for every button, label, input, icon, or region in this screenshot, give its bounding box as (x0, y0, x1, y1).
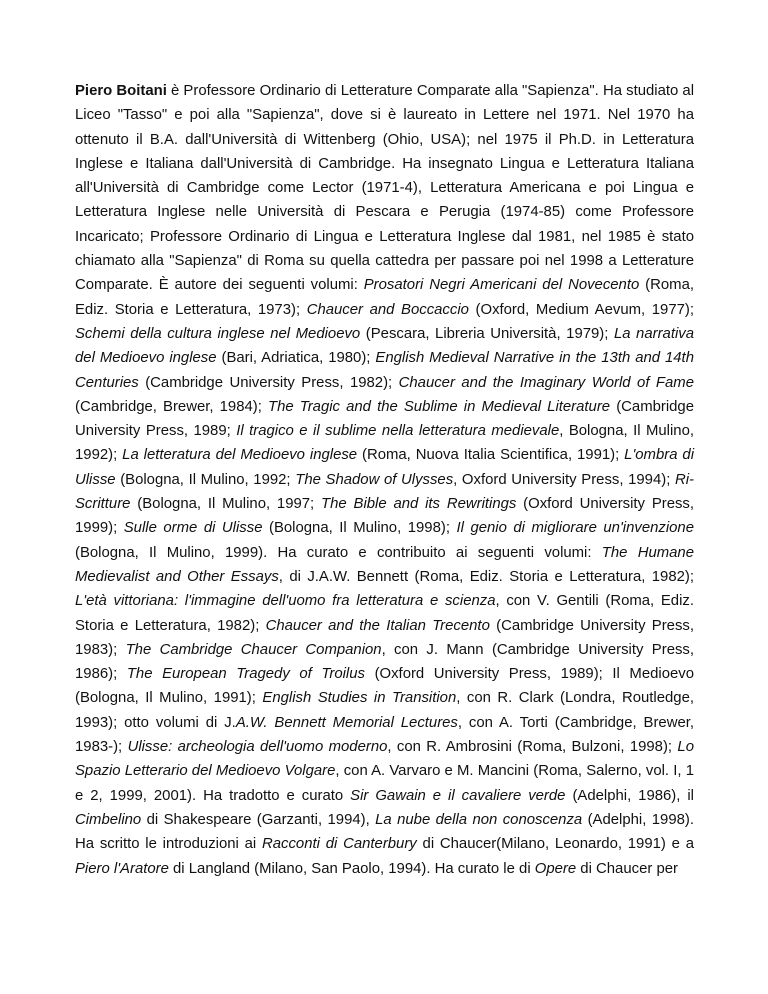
biography-paragraph (75, 79, 694, 881)
work-title: Opere (534, 860, 577, 877)
body-text: , con J. Mann (Cambridge University Press, 1986); (75, 641, 695, 683)
body-text: (Cambridge University Press, 1983); (75, 617, 694, 658)
work-title: Piero l'Aratore (75, 860, 169, 877)
work-title: Schemi della cultura inglese nel Medioevo (75, 325, 361, 342)
body-text: (Cambridge, Brewer, 1984); (75, 398, 268, 415)
body-text: (Adelphi, 1986), il (565, 787, 694, 804)
body-text: (Roma, Ediz. Storia e Letteratura, 1973); (75, 277, 694, 318)
document-page (75, 79, 694, 881)
body-text: , con A. Torti (Cambridge, Brewer, 1983-); (75, 714, 695, 756)
work-title: Il tragico e il sublime nella letteratura medievale (236, 423, 560, 440)
body-text: , con R. Clark (Londra, Routledge, 1993); otto volumi di J. (75, 690, 694, 731)
work-title: Chaucer and Boccaccio (306, 301, 469, 318)
work-title: The Tragic and the Sublime in Medieval Literature (267, 398, 611, 415)
work-title: Prosatori Negri Americani del Novecento (363, 277, 640, 294)
work-title: Sir Gawain e il cavaliere verde (350, 787, 566, 804)
work-title: La nube della non conoscenza (375, 811, 583, 828)
work-title: L'ombra di Ulisse (75, 447, 694, 488)
work-title: The Bible and its Rewritings (321, 496, 517, 513)
body-text: (Oxford University Press, 1999); (75, 496, 695, 537)
body-text: , Oxford University Press, 1994); (453, 471, 675, 488)
work-title: La letteratura del Medioevo inglese (122, 447, 358, 464)
work-title: The Cambridge Chaucer Companion (125, 641, 382, 658)
body-text: , Bologna, Il Mulino, 1992); (75, 423, 695, 464)
body-text: (Pescara, Libreria Università, 1979); (360, 325, 614, 342)
work-title: Lo Spazio Letterario del Medioevo Volgare (75, 739, 694, 780)
body-text: (Oxford, Medium Aevum, 1977); (468, 301, 694, 318)
work-title: The Shadow of Ulysses (295, 471, 454, 488)
body-text: (Adelphi, 1998). Ha scritto le introduzioni ai (75, 811, 694, 853)
body-text: , di J.A.W. Bennett (Roma, Ediz. Storia e Letteratura, 1982); (278, 568, 694, 585)
body-text: di Shakespeare (Garzanti, 1994), (141, 811, 376, 828)
body-text: , con A. Varvaro e M. Mancini (Roma, Salerno, vol. I, 1 e 2, 1999, 2001). Ha tradotto e curato (75, 763, 694, 804)
work-title: English Studies in Transition (262, 690, 457, 707)
work-title: Chaucer and the Imaginary World of Fame (398, 374, 694, 391)
body-text: di Chaucer per (576, 860, 678, 877)
body-text: di Langland (Milano, San Paolo, 1994). Ha curato le di (168, 860, 535, 877)
body-text: (Bari, Adriatica, 1980); (216, 350, 376, 367)
work-title: Chaucer and the Italian Trecento (265, 617, 490, 634)
work-title: Cimbelino (75, 811, 142, 828)
work-title: Ri-Scritture (75, 471, 695, 513)
body-text: (Cambridge University Press, 1989; (75, 398, 694, 440)
work-title: Racconti di Canterbury (262, 836, 417, 853)
body-text: (Bologna, Il Mulino, 1999). Ha curato e contribuito ai seguenti volumi: (75, 544, 602, 561)
work-title: Il genio di migliorare un'invenzione (456, 520, 694, 537)
work-title: Ulisse: archeologia dell'uomo moderno (127, 739, 388, 756)
work-title: The Humane Medievalist and Other Essays (75, 544, 694, 585)
body-text: (Bologna, Il Mulino, 1998); (262, 520, 457, 537)
work-title: English Medieval Narrative in the 13th and 14th Centuries (75, 350, 694, 391)
work-title: Sulle orme di Ulisse (123, 520, 263, 537)
author-name: Piero Boitani (75, 83, 167, 99)
body-text: è Professore Ordinario di Letterature Comparate alla "Sapienza". Ha studiato al Liceo "Tasso" e poi alla "Sapienza", dove si è laureato in Lettere nel 1971. Nel 1970 ha ottenuto il B.A. dall'Università di Wittenberg (Ohio, USA); nel 1975 il Ph.D. in Letteratura Inglese e Italiana dall'Università di Cambridge. Ha insegnato Lingua e Letteratura Italiana all'Università di Cambridge come Lector (1971-4), Letteratura Americana e poi Lingua e Letteratura Inglese nelle Università di Pescara e Perugia (1974-85) come Professore Incaricato; Professore Ordinario di Lingua e Letteratura Inglese dal 1981, nel 1985 è stato chiamato alla "Sapienza" di Roma su quella cattedra per passare poi nel 1998 a Letterature Comparate. È autore dei seguenti volumi: (75, 83, 695, 294)
body-text: (Cambridge University Press, 1982); (138, 374, 399, 391)
body-text: (Bologna, Il Mulino, 1992; (115, 471, 296, 488)
body-text: , con R. Ambrosini (Roma, Bulzoni, 1998); (387, 739, 678, 756)
body-text: , con V. Gentili (Roma, Ediz. Storia e Letteratura, 1982); (75, 593, 694, 634)
work-title: A.W. Bennett Memorial Lectures (235, 714, 458, 731)
work-title: L'età vittoriana: l'immagine dell'uomo fra letteratura e scienza (75, 593, 496, 610)
body-text: (Roma, Nuova Italia Scientifica, 1991); (357, 447, 625, 464)
body-text: (Bologna, Il Mulino, 1997; (130, 496, 322, 513)
body-text: di Chaucer(Milano, Leonardo, 1991) e a (416, 836, 694, 853)
body-text: (Oxford University Press, 1989); Il Medioevo (Bologna, Il Mulino, 1991); (75, 666, 694, 707)
work-title: The European Tragedy of Troilus (126, 666, 365, 683)
work-title: La narrativa del Medioevo inglese (75, 325, 694, 367)
